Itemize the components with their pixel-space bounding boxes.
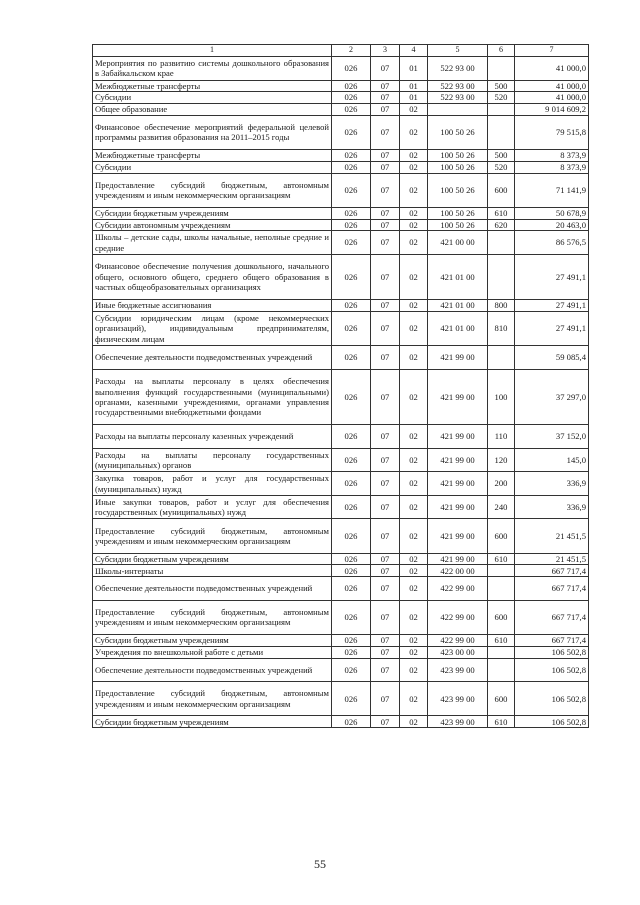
item-name-cell: Общее образование bbox=[93, 104, 332, 116]
expense-type-cell: 520 bbox=[488, 161, 515, 173]
expense-type-cell: 810 bbox=[488, 311, 515, 345]
ministry-code-cell: 026 bbox=[332, 207, 371, 219]
table-row bbox=[93, 565, 589, 577]
subsection-code-cell: 02 bbox=[400, 519, 428, 553]
subsection-code-cell: 02 bbox=[400, 448, 428, 472]
table-row bbox=[93, 369, 589, 425]
amount-cell: 41 000,0 bbox=[515, 80, 589, 92]
item-name-cell: Расходы на выплаты персоналу в целях обеспечения выполнения функций государственными (муниципальными) органами, казенными учреждениями, органами управления государственными внебюджетными фондами bbox=[93, 369, 332, 425]
item-name-cell: Обеспечение деятельности подведомственных учреждений bbox=[93, 577, 332, 601]
target-article-cell: 100 50 26 bbox=[428, 150, 488, 162]
amount-cell: 667 717,4 bbox=[515, 635, 589, 647]
ministry-code-cell: 026 bbox=[332, 425, 371, 449]
item-name-cell: Иные бюджетные ассигнования bbox=[93, 299, 332, 311]
subsection-code-cell: 02 bbox=[400, 682, 428, 716]
table-row bbox=[93, 254, 589, 299]
subsection-code-cell: 02 bbox=[400, 472, 428, 496]
expense-type-cell: 610 bbox=[488, 635, 515, 647]
header-cell: 7 bbox=[515, 45, 589, 57]
item-name-cell: Субсидии автономным учреждениям bbox=[93, 219, 332, 231]
target-article-cell: 421 99 00 bbox=[428, 425, 488, 449]
subsection-code-cell: 02 bbox=[400, 104, 428, 116]
target-article-cell: 421 99 00 bbox=[428, 495, 488, 519]
item-name-cell: Мероприятия по развитию системы дошкольного образования в Забайкальском крае bbox=[93, 57, 332, 81]
table-row bbox=[93, 57, 589, 81]
section-code-cell: 07 bbox=[371, 448, 400, 472]
table-header-row bbox=[93, 45, 589, 57]
item-name-cell: Школы – детские сады, школы начальные, неполные средние и средние bbox=[93, 231, 332, 255]
expense-type-cell: 620 bbox=[488, 219, 515, 231]
table-row bbox=[93, 495, 589, 519]
table-row bbox=[93, 716, 589, 728]
ministry-code-cell: 026 bbox=[332, 346, 371, 370]
table-row bbox=[93, 577, 589, 601]
target-article-cell: 421 99 00 bbox=[428, 346, 488, 370]
amount-cell: 9 014 609,2 bbox=[515, 104, 589, 116]
item-name-cell: Субсидии бюджетным учреждениям bbox=[93, 553, 332, 565]
ministry-code-cell: 026 bbox=[332, 254, 371, 299]
section-code-cell: 07 bbox=[371, 231, 400, 255]
table-row bbox=[93, 231, 589, 255]
expense-type-cell: 520 bbox=[488, 92, 515, 104]
amount-cell: 20 463,0 bbox=[515, 219, 589, 231]
ministry-code-cell: 026 bbox=[332, 646, 371, 658]
budget-table bbox=[92, 44, 589, 728]
ministry-code-cell: 026 bbox=[332, 231, 371, 255]
subsection-code-cell: 01 bbox=[400, 80, 428, 92]
target-article-cell: 100 50 26 bbox=[428, 207, 488, 219]
item-name-cell: Субсидии bbox=[93, 92, 332, 104]
section-code-cell: 07 bbox=[371, 565, 400, 577]
section-code-cell: 07 bbox=[371, 299, 400, 311]
expense-type-cell bbox=[488, 104, 515, 116]
expense-type-cell: 600 bbox=[488, 173, 515, 207]
item-name-cell: Субсидии бюджетным учреждениям bbox=[93, 207, 332, 219]
target-article-cell: 522 93 00 bbox=[428, 92, 488, 104]
ministry-code-cell: 026 bbox=[332, 173, 371, 207]
item-name-cell: Субсидии bbox=[93, 161, 332, 173]
ministry-code-cell: 026 bbox=[332, 448, 371, 472]
table-row bbox=[93, 311, 589, 345]
item-name-cell: Обеспечение деятельности подведомственных учреждений bbox=[93, 658, 332, 682]
table-row bbox=[93, 299, 589, 311]
subsection-code-cell: 02 bbox=[400, 646, 428, 658]
subsection-code-cell: 02 bbox=[400, 635, 428, 647]
target-article-cell: 522 93 00 bbox=[428, 57, 488, 81]
target-article-cell: 422 99 00 bbox=[428, 577, 488, 601]
header-cell: 3 bbox=[371, 45, 400, 57]
target-article-cell: 522 93 00 bbox=[428, 80, 488, 92]
target-article-cell: 422 00 00 bbox=[428, 565, 488, 577]
subsection-code-cell: 02 bbox=[400, 219, 428, 231]
table-row bbox=[93, 472, 589, 496]
subsection-code-cell: 02 bbox=[400, 254, 428, 299]
ministry-code-cell: 026 bbox=[332, 472, 371, 496]
ministry-code-cell: 026 bbox=[332, 635, 371, 647]
subsection-code-cell: 02 bbox=[400, 115, 428, 149]
section-code-cell: 07 bbox=[371, 472, 400, 496]
expense-type-cell bbox=[488, 565, 515, 577]
amount-cell: 27 491,1 bbox=[515, 311, 589, 345]
subsection-code-cell: 02 bbox=[400, 658, 428, 682]
ministry-code-cell: 026 bbox=[332, 369, 371, 425]
header-cell: 5 bbox=[428, 45, 488, 57]
amount-cell: 79 515,8 bbox=[515, 115, 589, 149]
ministry-code-cell: 026 bbox=[332, 57, 371, 81]
subsection-code-cell: 02 bbox=[400, 600, 428, 634]
subsection-code-cell: 01 bbox=[400, 92, 428, 104]
table-row bbox=[93, 519, 589, 553]
subsection-code-cell: 02 bbox=[400, 425, 428, 449]
target-article-cell: 100 50 26 bbox=[428, 173, 488, 207]
section-code-cell: 07 bbox=[371, 577, 400, 601]
header-cell: 4 bbox=[400, 45, 428, 57]
subsection-code-cell: 02 bbox=[400, 716, 428, 728]
header-cell: 2 bbox=[332, 45, 371, 57]
amount-cell: 50 678,9 bbox=[515, 207, 589, 219]
section-code-cell: 07 bbox=[371, 254, 400, 299]
target-article-cell bbox=[428, 104, 488, 116]
target-article-cell: 421 00 00 bbox=[428, 231, 488, 255]
header-cell: 1 bbox=[93, 45, 332, 57]
expense-type-cell: 600 bbox=[488, 682, 515, 716]
section-code-cell: 07 bbox=[371, 716, 400, 728]
item-name-cell: Предоставление субсидий бюджетным, автономным учреждениям и иным некоммерческим организациям bbox=[93, 519, 332, 553]
section-code-cell: 07 bbox=[371, 207, 400, 219]
section-code-cell: 07 bbox=[371, 173, 400, 207]
item-name-cell: Предоставление субсидий бюджетным, автономным учреждениям и иным некоммерческим организациям bbox=[93, 173, 332, 207]
table-row bbox=[93, 646, 589, 658]
expense-type-cell: 610 bbox=[488, 716, 515, 728]
subsection-code-cell: 02 bbox=[400, 553, 428, 565]
subsection-code-cell: 02 bbox=[400, 346, 428, 370]
item-name-cell: Предоставление субсидий бюджетным, автономным учреждениям и иным некоммерческим организациям bbox=[93, 682, 332, 716]
target-article-cell: 421 01 00 bbox=[428, 254, 488, 299]
amount-cell: 37 297,0 bbox=[515, 369, 589, 425]
subsection-code-cell: 02 bbox=[400, 231, 428, 255]
amount-cell: 71 141,9 bbox=[515, 173, 589, 207]
item-name-cell: Школы-интернаты bbox=[93, 565, 332, 577]
subsection-code-cell: 02 bbox=[400, 207, 428, 219]
section-code-cell: 07 bbox=[371, 57, 400, 81]
table-row bbox=[93, 104, 589, 116]
table-row bbox=[93, 553, 589, 565]
amount-cell: 667 717,4 bbox=[515, 600, 589, 634]
ministry-code-cell: 026 bbox=[332, 519, 371, 553]
section-code-cell: 07 bbox=[371, 80, 400, 92]
section-code-cell: 07 bbox=[371, 115, 400, 149]
target-article-cell: 423 99 00 bbox=[428, 716, 488, 728]
page-number: 55 bbox=[314, 857, 326, 871]
section-code-cell: 07 bbox=[371, 219, 400, 231]
expense-type-cell: 600 bbox=[488, 600, 515, 634]
target-article-cell: 423 00 00 bbox=[428, 646, 488, 658]
ministry-code-cell: 026 bbox=[332, 553, 371, 565]
section-code-cell: 07 bbox=[371, 104, 400, 116]
subsection-code-cell: 02 bbox=[400, 495, 428, 519]
section-code-cell: 07 bbox=[371, 519, 400, 553]
ministry-code-cell: 026 bbox=[332, 311, 371, 345]
expense-type-cell: 110 bbox=[488, 425, 515, 449]
expense-type-cell bbox=[488, 346, 515, 370]
expense-type-cell bbox=[488, 231, 515, 255]
amount-cell: 86 576,5 bbox=[515, 231, 589, 255]
table-row bbox=[93, 115, 589, 149]
ministry-code-cell: 026 bbox=[332, 577, 371, 601]
subsection-code-cell: 02 bbox=[400, 161, 428, 173]
amount-cell: 21 451,5 bbox=[515, 553, 589, 565]
table-row bbox=[93, 635, 589, 647]
item-name-cell: Межбюджетные трансферты bbox=[93, 150, 332, 162]
target-article-cell: 421 99 00 bbox=[428, 369, 488, 425]
section-code-cell: 07 bbox=[371, 346, 400, 370]
table-row bbox=[93, 658, 589, 682]
section-code-cell: 07 bbox=[371, 682, 400, 716]
item-name-cell: Субсидии юридическим лицам (кроме некоммерческих организаций), индивидуальным предпринимателям, физическим лицам bbox=[93, 311, 332, 345]
expense-type-cell: 120 bbox=[488, 448, 515, 472]
expense-type-cell: 200 bbox=[488, 472, 515, 496]
item-name-cell: Расходы на выплаты персоналу государственных (муниципальных) органов bbox=[93, 448, 332, 472]
section-code-cell: 07 bbox=[371, 635, 400, 647]
amount-cell: 41 000,0 bbox=[515, 92, 589, 104]
ministry-code-cell: 026 bbox=[332, 299, 371, 311]
section-code-cell: 07 bbox=[371, 369, 400, 425]
expense-type-cell: 500 bbox=[488, 150, 515, 162]
target-article-cell: 421 99 00 bbox=[428, 448, 488, 472]
section-code-cell: 07 bbox=[371, 658, 400, 682]
table-row bbox=[93, 600, 589, 634]
subsection-code-cell: 02 bbox=[400, 150, 428, 162]
amount-cell: 106 502,8 bbox=[515, 682, 589, 716]
section-code-cell: 07 bbox=[371, 425, 400, 449]
expense-type-cell bbox=[488, 57, 515, 81]
subsection-code-cell: 02 bbox=[400, 311, 428, 345]
subsection-code-cell: 02 bbox=[400, 369, 428, 425]
table-row bbox=[93, 448, 589, 472]
ministry-code-cell: 026 bbox=[332, 92, 371, 104]
expense-type-cell bbox=[488, 646, 515, 658]
table-body bbox=[93, 45, 589, 728]
amount-cell: 8 373,9 bbox=[515, 161, 589, 173]
expense-type-cell bbox=[488, 115, 515, 149]
ministry-code-cell: 026 bbox=[332, 104, 371, 116]
target-article-cell: 422 99 00 bbox=[428, 600, 488, 634]
subsection-code-cell: 02 bbox=[400, 577, 428, 601]
section-code-cell: 07 bbox=[371, 600, 400, 634]
target-article-cell: 423 99 00 bbox=[428, 682, 488, 716]
target-article-cell: 421 01 00 bbox=[428, 311, 488, 345]
target-article-cell: 421 01 00 bbox=[428, 299, 488, 311]
table-row bbox=[93, 161, 589, 173]
ministry-code-cell: 026 bbox=[332, 219, 371, 231]
table-row bbox=[93, 92, 589, 104]
amount-cell: 21 451,5 bbox=[515, 519, 589, 553]
ministry-code-cell: 026 bbox=[332, 150, 371, 162]
amount-cell: 667 717,4 bbox=[515, 565, 589, 577]
table-row bbox=[93, 80, 589, 92]
expense-type-cell bbox=[488, 577, 515, 601]
target-article-cell: 421 99 00 bbox=[428, 519, 488, 553]
item-name-cell: Расходы на выплаты персоналу казенных учреждений bbox=[93, 425, 332, 449]
table-row bbox=[93, 682, 589, 716]
target-article-cell: 423 99 00 bbox=[428, 658, 488, 682]
expense-type-cell: 600 bbox=[488, 519, 515, 553]
ministry-code-cell: 026 bbox=[332, 161, 371, 173]
amount-cell: 41 000,0 bbox=[515, 57, 589, 81]
amount-cell: 667 717,4 bbox=[515, 577, 589, 601]
item-name-cell: Субсидии бюджетным учреждениям bbox=[93, 635, 332, 647]
subsection-code-cell: 02 bbox=[400, 299, 428, 311]
ministry-code-cell: 026 bbox=[332, 600, 371, 634]
ministry-code-cell: 026 bbox=[332, 115, 371, 149]
target-article-cell: 100 50 26 bbox=[428, 219, 488, 231]
table-row bbox=[93, 207, 589, 219]
table-row bbox=[93, 173, 589, 207]
amount-cell: 27 491,1 bbox=[515, 254, 589, 299]
item-name-cell: Межбюджетные трансферты bbox=[93, 80, 332, 92]
amount-cell: 37 152,0 bbox=[515, 425, 589, 449]
section-code-cell: 07 bbox=[371, 495, 400, 519]
expense-type-cell bbox=[488, 658, 515, 682]
table-row bbox=[93, 425, 589, 449]
table-row bbox=[93, 219, 589, 231]
item-name-cell: Иные закупки товаров, работ и услуг для обеспечения государственных (муниципальных) нужд bbox=[93, 495, 332, 519]
ministry-code-cell: 026 bbox=[332, 565, 371, 577]
expense-type-cell: 100 bbox=[488, 369, 515, 425]
target-article-cell: 421 99 00 bbox=[428, 553, 488, 565]
expense-type-cell: 610 bbox=[488, 207, 515, 219]
table-row bbox=[93, 346, 589, 370]
expense-type-cell bbox=[488, 254, 515, 299]
section-code-cell: 07 bbox=[371, 150, 400, 162]
ministry-code-cell: 026 bbox=[332, 682, 371, 716]
amount-cell: 106 502,8 bbox=[515, 646, 589, 658]
subsection-code-cell: 02 bbox=[400, 173, 428, 207]
section-code-cell: 07 bbox=[371, 92, 400, 104]
item-name-cell: Предоставление субсидий бюджетным, автономным учреждениям и иным некоммерческим организациям bbox=[93, 600, 332, 634]
target-article-cell: 421 99 00 bbox=[428, 472, 488, 496]
table-row bbox=[93, 150, 589, 162]
target-article-cell: 100 50 26 bbox=[428, 115, 488, 149]
ministry-code-cell: 026 bbox=[332, 716, 371, 728]
expense-type-cell: 240 bbox=[488, 495, 515, 519]
section-code-cell: 07 bbox=[371, 646, 400, 658]
expense-type-cell: 610 bbox=[488, 553, 515, 565]
item-name-cell: Финансовое обеспечение мероприятий федеральной целевой программы развития образования на 2011–2015 годы bbox=[93, 115, 332, 149]
section-code-cell: 07 bbox=[371, 161, 400, 173]
expense-type-cell: 500 bbox=[488, 80, 515, 92]
subsection-code-cell: 01 bbox=[400, 57, 428, 81]
amount-cell: 27 491,1 bbox=[515, 299, 589, 311]
item-name-cell: Субсидии бюджетным учреждениям bbox=[93, 716, 332, 728]
amount-cell: 106 502,8 bbox=[515, 716, 589, 728]
ministry-code-cell: 026 bbox=[332, 495, 371, 519]
section-code-cell: 07 bbox=[371, 311, 400, 345]
amount-cell: 59 085,4 bbox=[515, 346, 589, 370]
target-article-cell: 100 50 26 bbox=[428, 161, 488, 173]
ministry-code-cell: 026 bbox=[332, 658, 371, 682]
amount-cell: 145,0 bbox=[515, 448, 589, 472]
amount-cell: 106 502,8 bbox=[515, 658, 589, 682]
item-name-cell: Учреждения по внешкольной работе с детьми bbox=[93, 646, 332, 658]
amount-cell: 336,9 bbox=[515, 495, 589, 519]
item-name-cell: Закупка товаров, работ и услуг для государственных (муниципальных) нужд bbox=[93, 472, 332, 496]
header-cell: 6 bbox=[488, 45, 515, 57]
target-article-cell: 422 99 00 bbox=[428, 635, 488, 647]
item-name-cell: Финансовое обеспечение получения дошкольного, начального общего, основного общего, среднего общего образования в частных общеобразовательных организациях bbox=[93, 254, 332, 299]
section-code-cell: 07 bbox=[371, 553, 400, 565]
amount-cell: 336,9 bbox=[515, 472, 589, 496]
item-name-cell: Обеспечение деятельности подведомственных учреждений bbox=[93, 346, 332, 370]
subsection-code-cell: 02 bbox=[400, 565, 428, 577]
ministry-code-cell: 026 bbox=[332, 80, 371, 92]
expense-type-cell: 800 bbox=[488, 299, 515, 311]
amount-cell: 8 373,9 bbox=[515, 150, 589, 162]
